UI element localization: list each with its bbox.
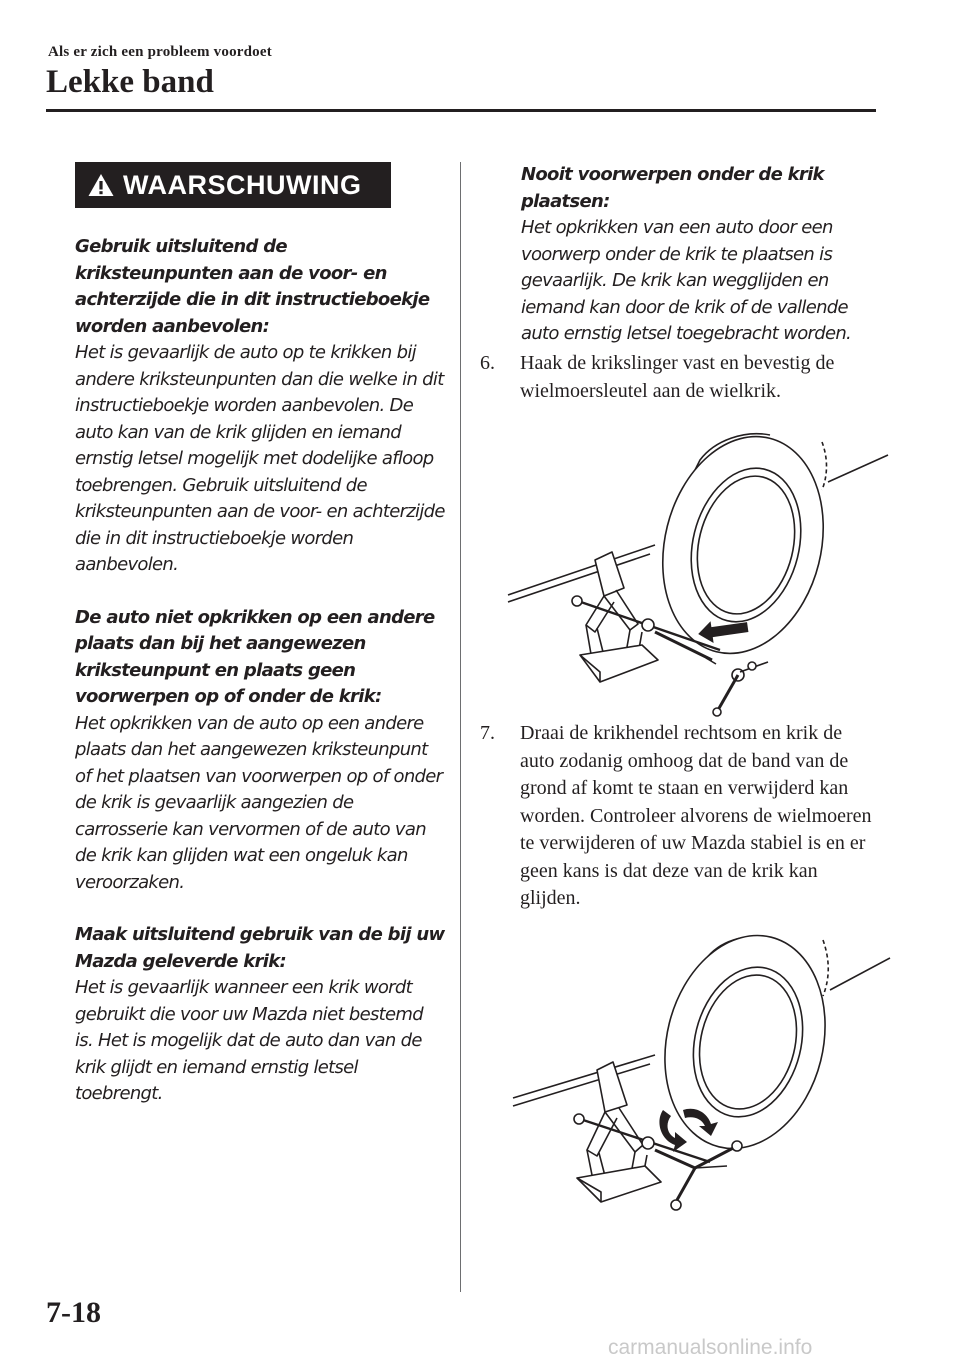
column-divider (460, 162, 461, 1292)
step-6 (480, 350, 880, 405)
warning-triangle-icon (87, 172, 115, 198)
warning-heading: De auto niet opkrikken op een andere plaats dan bij het aangewezen kriksteunpunt en plaats geen voorwerpen op of onder de krik: (75, 606, 435, 707)
warning-body: Het opkrikken van een auto door een voorwerp onder de krik te plaatsen is gevaarlijk. De krik kan wegglijden en iemand kan door de krik of de vallende auto ernstig letsel toegebracht worden. (521, 217, 852, 344)
warning-block (75, 922, 445, 1108)
warning-body: Het opkrikken van de auto op een andere plaats dan het aangewezen kriksteunpunt of het plaatsen van voorwerpen op of onder de krik is gevaarlijk aangezien de carrosserie kan vervormen of de auto van de krik kan glijden wat een ongeluk kan veroorzaken. (75, 712, 443, 893)
step-number: 6. (480, 352, 495, 374)
warning-heading: Gebruik uitsluitend de kriksteunpunten aan de voor- en achterzijde die in dit instructieboekje worden aanbevolen: (75, 236, 430, 337)
chapter-title: Lekke band (46, 64, 214, 100)
warning-label: WAARSCHUWING (123, 169, 362, 200)
warning-heading: Nooit voorwerpen onder de krik plaatsen: (521, 164, 824, 212)
warning-banner (75, 162, 391, 208)
section-label: Als er zich een probleem voordoet (48, 44, 272, 60)
warning-text-left (75, 234, 445, 1134)
warning-block (75, 605, 445, 897)
step-7 (480, 720, 880, 913)
header-rule (46, 109, 876, 112)
jack-attach-handle-illustration (500, 420, 890, 720)
warning-block-continued (521, 162, 876, 348)
jack-raise-car-illustration (505, 930, 895, 1230)
warning-heading: Maak uitsluitend gebruik van de bij uw Mazda geleverde krik: (75, 924, 445, 972)
watermark: carmanualsonline.info (608, 1336, 813, 1359)
warning-block (75, 234, 445, 579)
step-number: 7. (480, 722, 495, 744)
step-text: Draai de krikhendel rechtsom en krik de auto zodanig omhoog dat de band van de grond af komt te staan en verwijderd kan worden. Controleer alvorens de wielmoeren te verwijderen of uw Mazda stabiel is en er geen kans is dat deze van de krik kan glijden. (520, 722, 872, 909)
step-text: Haak de krikslinger vast en bevestig de wielmoersleutel aan de wielkrik. (520, 352, 835, 402)
warning-body: Het is gevaarlijk wanneer een krik wordt gebruikt die voor uw Mazda niet bestemd is. Het is mogelijk dat de auto dan van de krik glijdt en iemand ernstig letsel toebrengt. (75, 977, 423, 1104)
warning-body: Het is gevaarlijk de auto op te krikken bij andere kriksteunpunten dan die welke in dit instructieboekje worden aanbevolen. De auto kan van de krik glijden en iemand ernstig letsel mogelijk met dodelijke afloop toebrengen. Gebruik uitsluitend de kriksteunpunten aan de voor- en achterzijde die in dit instructieboekje worden aanbevolen. (75, 342, 445, 575)
page-number: 7-18 (46, 1296, 101, 1329)
